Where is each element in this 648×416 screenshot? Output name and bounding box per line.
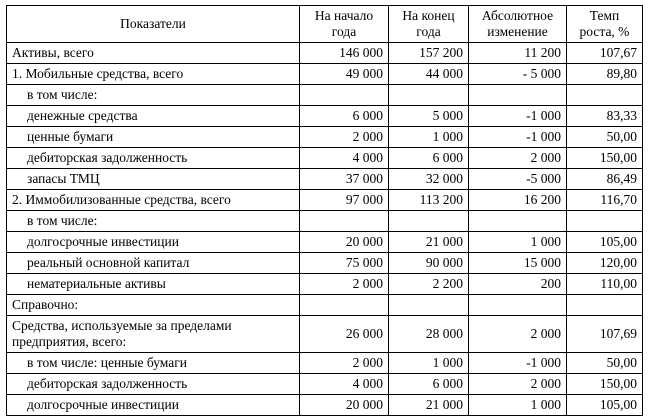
- row-end: 21 000: [389, 232, 469, 253]
- table-row: [7, 253, 643, 274]
- row-growth: [567, 295, 643, 316]
- row-name: долгосрочные инвестиции: [7, 232, 300, 253]
- row-growth: [567, 211, 643, 232]
- row-name: реальный основной капитал: [7, 253, 300, 274]
- row-end: 113 200: [389, 190, 469, 211]
- row-growth: 110,00: [567, 274, 643, 295]
- row-growth: 150,00: [567, 374, 643, 395]
- row-change: -1 000: [469, 106, 567, 127]
- row-name: в том числе:: [7, 85, 300, 106]
- row-end: 2 200: [389, 274, 469, 295]
- row-end: [389, 295, 469, 316]
- row-end: 44 000: [389, 64, 469, 85]
- row-growth: 105,00: [567, 395, 643, 416]
- row-name: долгосрочные инвестиции: [7, 395, 300, 416]
- row-change: 200: [469, 274, 567, 295]
- table-row: [7, 85, 643, 106]
- row-start: 26 000: [300, 316, 389, 353]
- row-end: 5 000: [389, 106, 469, 127]
- row-growth: 83,33: [567, 106, 643, 127]
- row-change: -1 000: [469, 353, 567, 374]
- balance-table: [6, 5, 643, 416]
- row-growth: 107,67: [567, 43, 643, 64]
- row-start: [300, 211, 389, 232]
- row-name: Средства, используемые за пределами предприятия, всего:: [7, 316, 300, 353]
- row-change: [469, 295, 567, 316]
- row-end: 6 000: [389, 148, 469, 169]
- table-row: [7, 232, 643, 253]
- row-change: 11 200: [469, 43, 567, 64]
- row-growth: 105,00: [567, 232, 643, 253]
- row-growth: 50,00: [567, 127, 643, 148]
- table-row: [7, 106, 643, 127]
- row-start: 49 000: [300, 64, 389, 85]
- row-end: 21 000: [389, 395, 469, 416]
- row-growth: 150,00: [567, 148, 643, 169]
- row-start: [300, 85, 389, 106]
- row-name: ценные бумаги: [7, 127, 300, 148]
- row-start: 2 000: [300, 353, 389, 374]
- row-name: денежные средства: [7, 106, 300, 127]
- row-name: в том числе: ценные бумаги: [7, 353, 300, 374]
- row-name: дебиторская задолженность: [7, 148, 300, 169]
- row-growth: 120,00: [567, 253, 643, 274]
- row-change: - 5 000: [469, 64, 567, 85]
- table-row: [7, 127, 643, 148]
- row-end: 1 000: [389, 127, 469, 148]
- row-growth: 107,69: [567, 316, 643, 353]
- row-name: Активы, всего: [7, 43, 300, 64]
- row-start: 2 000: [300, 127, 389, 148]
- row-end: 90 000: [389, 253, 469, 274]
- row-growth: [567, 85, 643, 106]
- row-growth: 116,70: [567, 190, 643, 211]
- row-name: нематериальные активы: [7, 274, 300, 295]
- header-end: На конец года: [389, 6, 469, 43]
- row-change: 16 200: [469, 190, 567, 211]
- table-row: [7, 169, 643, 190]
- row-change: 1 000: [469, 232, 567, 253]
- row-end: [389, 85, 469, 106]
- table-row: [7, 316, 643, 353]
- row-start: 2 000: [300, 274, 389, 295]
- row-end: 6 000: [389, 374, 469, 395]
- row-growth: 50,00: [567, 353, 643, 374]
- row-name: 1. Мобильные средства, всего: [7, 64, 300, 85]
- table-row: [7, 274, 643, 295]
- row-name: 2. Иммобилизованные средства, всего: [7, 190, 300, 211]
- row-end: 1 000: [389, 353, 469, 374]
- row-change: 2 000: [469, 374, 567, 395]
- header-row: [7, 6, 643, 43]
- row-start: 20 000: [300, 395, 389, 416]
- table-row: [7, 395, 643, 416]
- table-row: [7, 64, 643, 85]
- row-change: [469, 85, 567, 106]
- header-growth: Темп роста, %: [567, 6, 643, 43]
- header-indicator: Показатели: [7, 6, 300, 43]
- row-growth: 89,80: [567, 64, 643, 85]
- table-row: [7, 190, 643, 211]
- row-name: запасы ТМЦ: [7, 169, 300, 190]
- row-start: 75 000: [300, 253, 389, 274]
- table-row: [7, 211, 643, 232]
- row-end: 32 000: [389, 169, 469, 190]
- row-change: 2 000: [469, 148, 567, 169]
- table-row: [7, 374, 643, 395]
- table-row: [7, 43, 643, 64]
- row-change: 2 000: [469, 316, 567, 353]
- header-change: Абсолютное изменение: [469, 6, 567, 43]
- table-row: [7, 148, 643, 169]
- table-row: [7, 295, 643, 316]
- row-change: 1 000: [469, 395, 567, 416]
- row-start: 97 000: [300, 190, 389, 211]
- row-growth: 86,49: [567, 169, 643, 190]
- row-change: -5 000: [469, 169, 567, 190]
- row-change: [469, 211, 567, 232]
- row-name: дебиторская задолженность: [7, 374, 300, 395]
- row-start: 4 000: [300, 374, 389, 395]
- header-start: На начало года: [300, 6, 389, 43]
- row-end: 28 000: [389, 316, 469, 353]
- row-name: Справочно:: [7, 295, 300, 316]
- row-change: 15 000: [469, 253, 567, 274]
- row-start: 37 000: [300, 169, 389, 190]
- row-name: в том числе:: [7, 211, 300, 232]
- table-row: [7, 353, 643, 374]
- row-end: 157 200: [389, 43, 469, 64]
- row-change: -1 000: [469, 127, 567, 148]
- row-start: 146 000: [300, 43, 389, 64]
- row-start: 20 000: [300, 232, 389, 253]
- row-start: [300, 295, 389, 316]
- row-start: 6 000: [300, 106, 389, 127]
- row-start: 4 000: [300, 148, 389, 169]
- row-end: [389, 211, 469, 232]
